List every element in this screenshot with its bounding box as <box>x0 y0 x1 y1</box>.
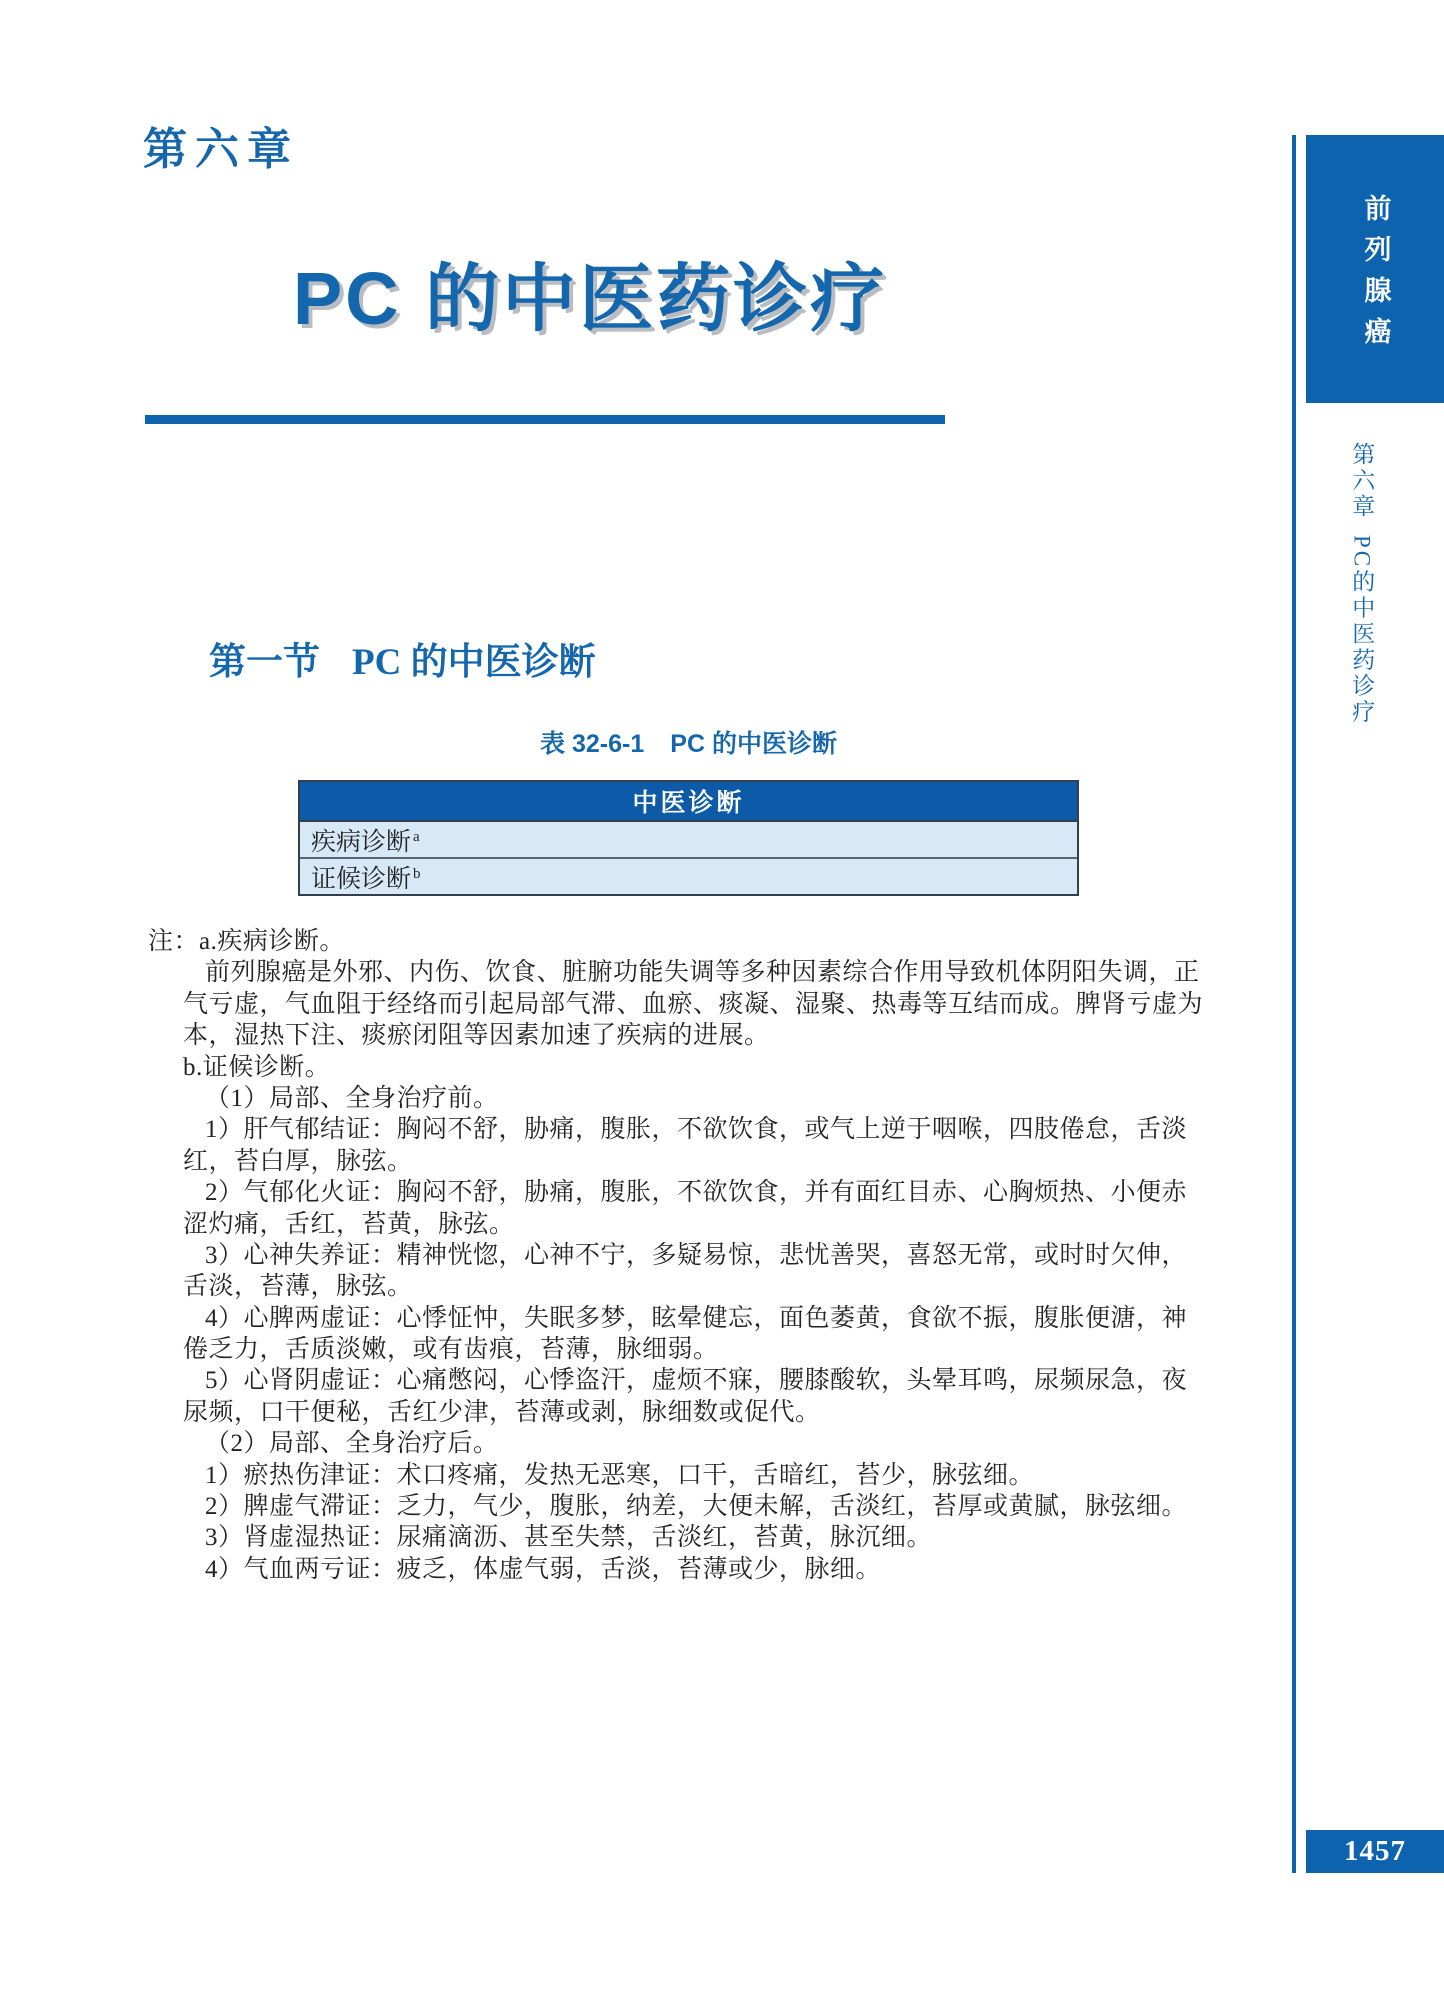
table-row <box>300 820 1077 857</box>
section-heading <box>209 642 596 685</box>
table-caption-title: PC 的中医诊断 <box>670 730 837 758</box>
note-line: 4）心脾两虚证：心悸怔忡，失眠多梦，眩晕健忘，面色萎黄，食欲不振，腹胀便溏，神 <box>205 1304 1188 1332</box>
sidebar-chapter-text <box>1349 442 1374 762</box>
chapter-label: 第六章 <box>143 125 299 174</box>
footnote-marker: a <box>413 829 420 845</box>
sidebar-tab <box>1306 135 1444 403</box>
table-cell-label: 证候诊断 <box>311 865 412 893</box>
page-number-badge: 1457 <box>1306 1830 1444 1873</box>
section-number: 第一节 <box>209 642 320 683</box>
note-line: 注：a.疾病诊断。 <box>148 928 345 955</box>
notes-block <box>148 926 1268 1585</box>
note-line: 倦乏力，舌质淡嫩，或有齿痕，苔薄，脉细弱。 <box>183 1336 719 1364</box>
sidebar-chapter-title: PC的中医药诊疗 <box>1349 535 1375 726</box>
note-line: 涩灼痛，舌红，苔黄，脉弦。 <box>183 1210 515 1238</box>
table-row <box>300 857 1077 894</box>
table-caption <box>298 729 1079 759</box>
note-line: 5）心肾阴虚证：心痛憋闷，心悸盗汗，虚烦不寐，腰膝酸软，头晕耳鸣，尿频尿急，夜 <box>205 1367 1188 1395</box>
note-line: 2）气郁化火证：胸闷不舒，胁痛，腹胀，不欲饮食，并有面红目赤、心胸烦热、小便赤 <box>205 1179 1188 1207</box>
note-line: 气亏虚，气血阻于经络而引起局部气滞、血瘀、痰凝、湿聚、热毒等互结而成。脾肾亏虚为 <box>183 990 1204 1018</box>
note-line: 本，湿热下注、痰瘀闭阻等因素加速了疾病的进展。 <box>183 1022 770 1050</box>
table-caption-number: 表 32-6-1 <box>540 730 645 758</box>
section-title: PC 的中医诊断 <box>352 642 596 683</box>
tcm-diagnosis-table <box>298 780 1079 896</box>
sidebar-rule <box>1292 135 1296 1873</box>
note-line: 红，苔白厚，脉弦。 <box>183 1147 413 1175</box>
sidebar-tab-text: 前列腺癌 <box>1360 194 1391 358</box>
page-title: PC 的中医药诊疗 <box>292 257 888 340</box>
note-line: 4）气血两亏证：疲乏，体虚气弱，舌淡，苔薄或少，脉细。 <box>205 1555 882 1583</box>
note-line: 1）瘀热伤津证：术口疼痛，发热无恶寒，口干，舌暗红，苔少，脉弦细。 <box>205 1461 1035 1489</box>
note-line: 3）肾虚湿热证：尿痛滴沥、甚至失禁，舌淡红，苔黄，脉沉细。 <box>205 1524 933 1552</box>
note-line: b.证候诊断。 <box>183 1053 331 1081</box>
footnote-marker: b <box>413 866 421 882</box>
table-header: 中医诊断 <box>300 782 1077 820</box>
table-cell-label: 疾病诊断 <box>311 828 412 856</box>
title-rule <box>145 415 945 424</box>
note-line: （2）局部、全身治疗后。 <box>205 1430 499 1458</box>
note-line: 舌淡，苔薄，脉弦。 <box>183 1273 413 1301</box>
note-line: 前列腺癌是外邪、内伤、饮食、脏腑功能失调等多种因素综合作用导致机体阴阳失调，正 <box>205 959 1200 987</box>
note-line: 3）心神失养证：精神恍惚，心神不宁，多疑易惊，悲忧善哭，喜怒无常，或时时欠伸， <box>205 1241 1188 1269</box>
note-line: 尿频，口干便秘，舌红少津，苔薄或剥，脉细数或促代。 <box>183 1398 821 1426</box>
note-line: 2）脾虚气滞证：乏力，气少，腹胀，纳差，大便未解，舌淡红，苔厚或黄腻，脉弦细。 <box>205 1493 1188 1521</box>
note-line: 1）肝气郁结证：胸闷不舒，胁痛，腹胀，不欲饮食，或气上逆于咽喉，四肢倦怠，舌淡 <box>205 1116 1188 1144</box>
note-line: （1）局部、全身治疗前。 <box>205 1084 499 1112</box>
sidebar-chapter-number: 第六章 <box>1349 442 1375 520</box>
